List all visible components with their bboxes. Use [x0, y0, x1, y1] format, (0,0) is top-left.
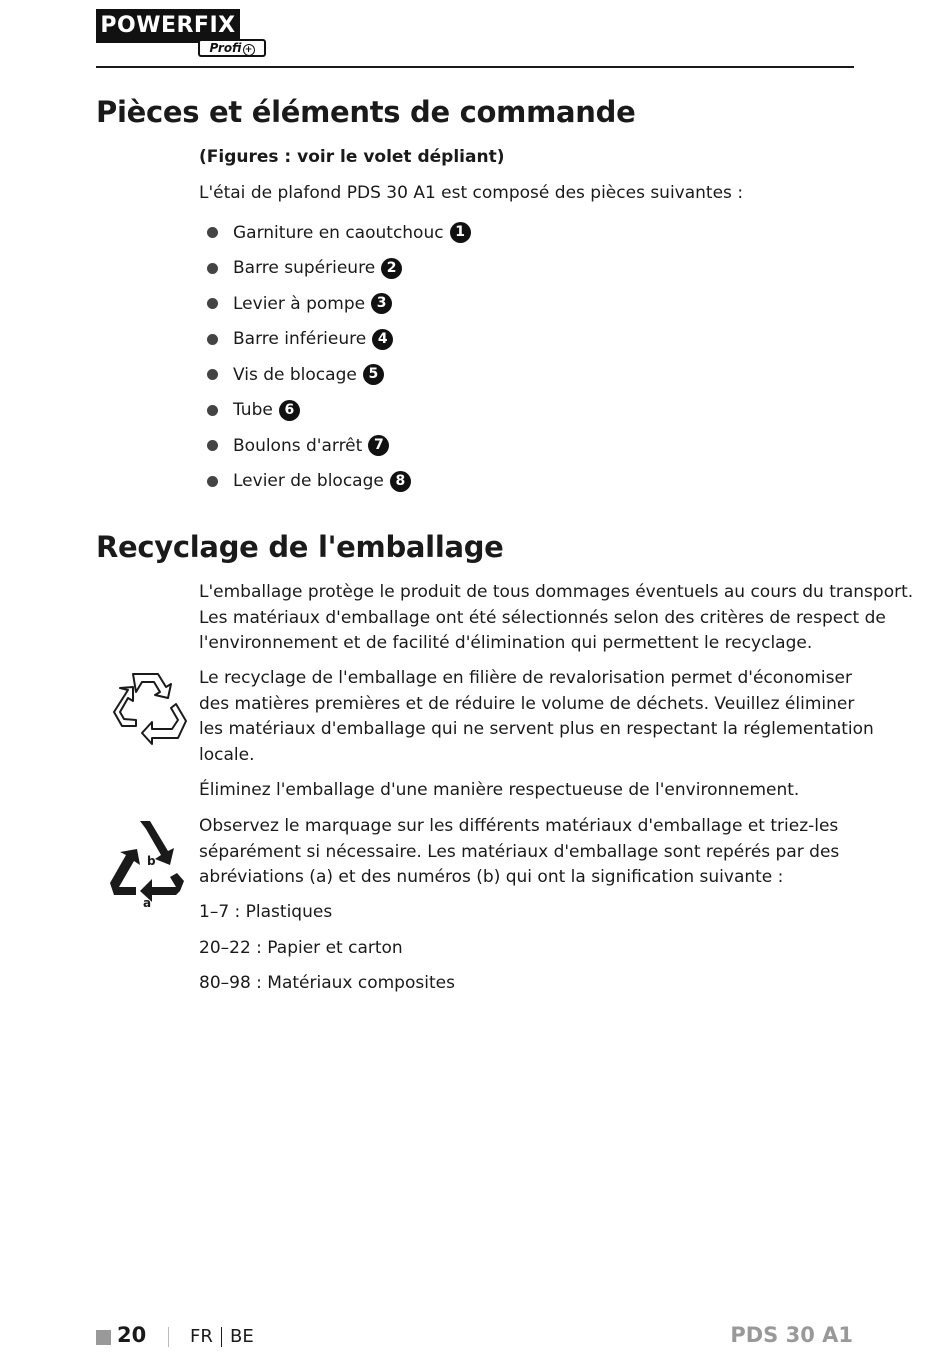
recycling-p4-line: séparément si nécessaire. Les matériaux d'emballage sont repérés par des — [199, 841, 840, 862]
page-number: 20 — [117, 1323, 147, 1347]
language-be: BE — [230, 1326, 254, 1347]
part-number-badge: 4 — [372, 329, 393, 350]
code-label-a: a — [143, 896, 152, 910]
recycling-p4-line: Observez le marquage sur les différents matériaux d'emballage et triez-les — [199, 816, 839, 836]
part-label: Levier à pompe — [233, 293, 366, 314]
bullet-icon — [207, 369, 218, 380]
language-divider — [221, 1327, 222, 1347]
list-item — [207, 215, 471, 251]
logo-main-text: POWERFIX — [96, 9, 240, 43]
part-number-badge: 7 — [368, 435, 389, 456]
recycling-p3: Éliminez l'emballage d'une manière respectueuse de l'environnement. — [199, 780, 800, 800]
powerfix-logo — [96, 9, 268, 59]
recycling-p2-line: des matières premières et de réduire le volume de déchets. Veuillez éliminer — [199, 693, 855, 714]
recycling-p1-line: L'emballage protège le produit de tous dommages éventuels au cours du transport. — [199, 582, 914, 602]
recycle-icon — [106, 668, 190, 748]
parts-list — [207, 215, 471, 499]
part-number-badge: 8 — [390, 471, 411, 492]
part-number-badge: 6 — [279, 400, 300, 421]
list-item — [207, 357, 471, 393]
section-title-recycling: Recyclage de l'emballage — [96, 530, 504, 564]
bullet-icon — [207, 334, 218, 345]
code-label-b: b — [147, 854, 156, 868]
header-rule — [96, 66, 854, 68]
bullet-icon — [207, 405, 218, 416]
registered-mark: ® — [233, 8, 241, 17]
list-item — [207, 393, 471, 429]
footer-divider — [168, 1327, 169, 1347]
part-label: Garniture en caoutchouc — [233, 222, 444, 243]
recycling-p2-line: Le recyclage de l'emballage en filière de revalorisation permet d'économiser — [199, 668, 852, 688]
code-paper: 20–22 : Papier et carton — [199, 938, 403, 958]
list-item — [207, 464, 471, 500]
list-item — [207, 428, 471, 464]
part-number-badge: 1 — [450, 222, 471, 243]
part-label: Boulons d'arrêt — [233, 435, 363, 456]
part-label: Barre inférieure — [233, 329, 367, 350]
recycling-p1-line: Les matériaux d'emballage ont été sélectionnés selon des critères de respect de — [199, 607, 886, 628]
recycling-code-icon — [106, 815, 190, 910]
parts-intro: L'étai de plafond PDS 30 A1 est composé des pièces suivantes : — [199, 183, 744, 203]
part-label: Tube — [233, 400, 273, 421]
recycling-p1-line: l'environnement et de facilité d'élimination qui permettent le recyclage. — [199, 633, 813, 653]
figures-note: (Figures : voir le volet dépliant) — [199, 147, 505, 167]
bullet-icon — [207, 298, 218, 309]
logo-sub-badge — [198, 39, 266, 57]
part-label: Barre supérieure — [233, 258, 376, 279]
list-item — [207, 322, 471, 358]
bullet-icon — [207, 440, 218, 451]
section-title-parts: Pièces et éléments de commande — [96, 95, 636, 129]
part-label: Vis de blocage — [233, 364, 357, 385]
part-number-badge: 3 — [371, 293, 392, 314]
recycling-p4-line: abréviations (a) et des numéros (b) qui ont la signification suivante : — [199, 867, 784, 887]
bullet-icon — [207, 476, 218, 487]
logo-sub-text: Profi — [209, 41, 242, 55]
bullet-icon — [207, 263, 218, 274]
list-item — [207, 251, 471, 287]
recycling-p2-line: locale. — [199, 744, 255, 765]
bullet-icon — [207, 227, 218, 238]
part-label: Levier de blocage — [233, 471, 384, 492]
part-number-badge: 5 — [363, 364, 384, 385]
list-item — [207, 286, 471, 322]
page-footer — [0, 1320, 950, 1354]
code-plastics: 1–7 : Plastiques — [199, 902, 333, 922]
footer-square-icon — [96, 1330, 111, 1345]
language-fr: FR — [190, 1326, 213, 1347]
model-number: PDS 30 A1 — [730, 1323, 853, 1347]
part-number-badge: 2 — [381, 258, 402, 279]
recycling-p2-line: les matériaux d'emballage qui ne servent plus en respectant la réglementation — [199, 719, 874, 739]
plus-icon: + — [243, 44, 255, 56]
code-composites: 80–98 : Matériaux composites — [199, 973, 455, 993]
